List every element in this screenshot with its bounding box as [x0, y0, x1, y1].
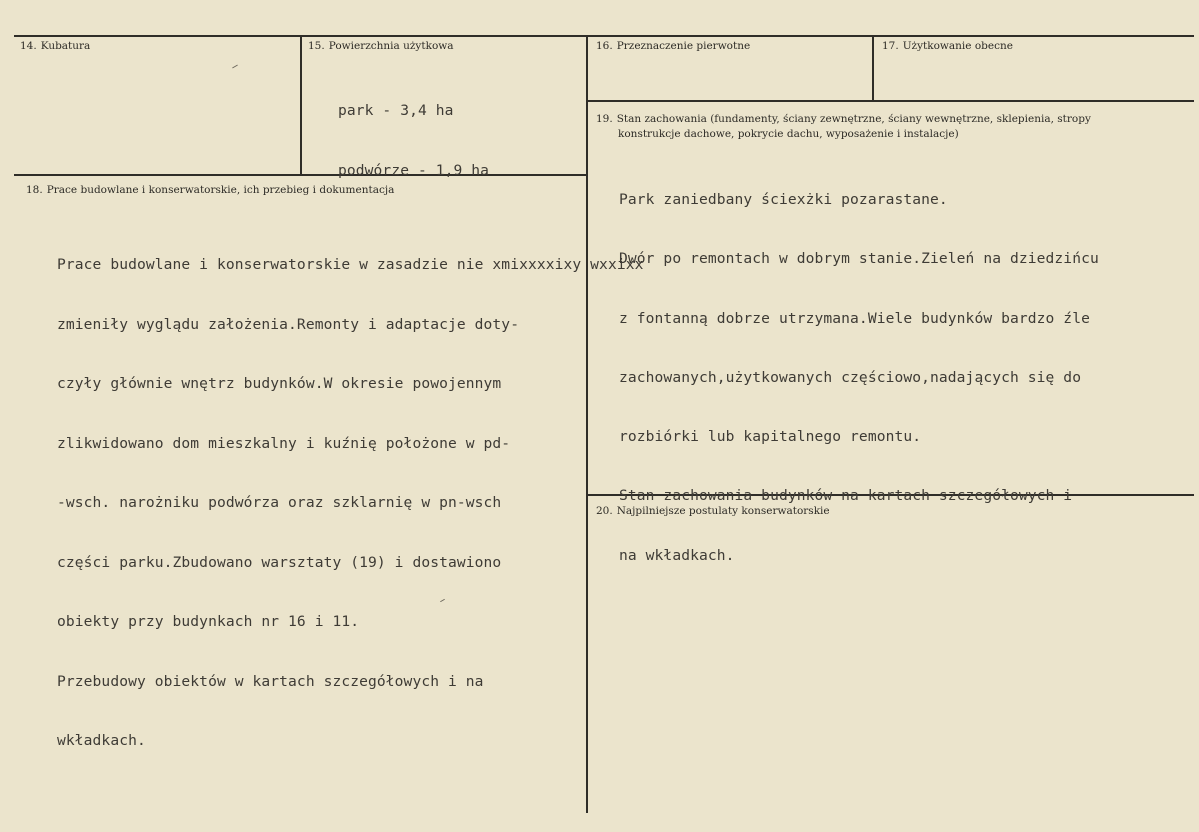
field-number: 18. [26, 184, 43, 196]
rule-above-18 [14, 174, 588, 176]
field-title: Kubatura [40, 40, 91, 52]
typed-line: z fontanną dobrze utrzymana.Wiele budynków bardzo źle [619, 309, 1090, 327]
typed-line: części parku.Zbudowano warsztaty (19) i dostawiono [57, 553, 502, 571]
field-number: 15. [308, 40, 325, 52]
field-20-label [596, 503, 830, 519]
typed-line: na wkładkach. [619, 546, 735, 564]
divider-14-15 [300, 37, 302, 174]
typed-line: park - 3,4 ha [338, 102, 454, 119]
typed-line: zachowanych,użytkowanych częściowo,nadających się do [619, 368, 1082, 386]
field-title-line2: konstrukcje dachowe, pokrycie dachu, wyposażenie i instalacje) [618, 128, 959, 140]
typed-line: -wsch. narożniku podwórza oraz szklarnię w pn-wsch [57, 494, 502, 511]
typed-line: rozbiórki lub kapitalnego remontu. [619, 428, 922, 446]
paper-mark [232, 65, 238, 69]
field-16-label [596, 38, 750, 54]
field-19-text [616, 153, 1099, 602]
field-19-label-cont [618, 126, 959, 142]
field-17-label [882, 38, 1013, 54]
field-title: Prace budowlane i konserwatorskie, ich przebieg i dokumentacja [46, 184, 395, 196]
typed-line: Prace budowlane i konserwatorskie w zasadzie nie xmixxxxixy wxxixx [57, 256, 644, 273]
field-title: Powierzchnia użytkowa [328, 40, 454, 52]
field-title: Użytkowanie obecne [902, 40, 1013, 52]
top-rule [14, 35, 1194, 37]
field-number: 14. [20, 40, 37, 52]
field-title: Przeznaczenie pierwotne [616, 40, 751, 52]
typed-line: wkładkach. [57, 732, 146, 749]
typed-line: podwórze - 1,9 ha [338, 161, 490, 179]
rule-above-19 [588, 100, 1194, 102]
typed-line: Dwór po remontach w dobrym stanie.Zieleń na dziedzińcu [619, 250, 1099, 268]
divider-16-17 [872, 37, 874, 100]
typed-line: zmieniły wyglądu założenia.Remonty i adaptacje doty- [57, 315, 520, 333]
typed-line: zlikwidowano dom mieszkalny i kuźnię położone w pd- [57, 434, 511, 452]
field-title: Najpilniejsze postulaty konserwatorskie [616, 505, 830, 517]
field-title-line1: Stan zachowania (fundamenty, ściany zewnętrzne, ściany wewnętrzne, sklepienia, stropy [616, 113, 1091, 125]
typed-line: czyły głównie wnętrz budynków.W okresie powojennym [57, 375, 502, 392]
field-number: 17. [882, 40, 899, 52]
typed-line: Przebudowy obiektów w kartach szczegółowych i na [57, 672, 484, 690]
typed-line: Park zaniedbany ściexżki pozarastane. [619, 191, 948, 208]
typed-line: Stan zachowania budynków na kartach szczegółowych i [619, 487, 1073, 505]
field-15-label [308, 38, 454, 54]
field-number: 19. [596, 113, 613, 125]
field-14-label [20, 38, 90, 54]
field-19-label [596, 111, 1091, 127]
field-number: 20. [596, 505, 613, 517]
field-number: 16. [596, 40, 613, 52]
typed-line: obiekty przy budynkach nr 16 i 11. [57, 613, 360, 630]
field-18-label [26, 182, 394, 198]
field-18-text [57, 218, 644, 788]
